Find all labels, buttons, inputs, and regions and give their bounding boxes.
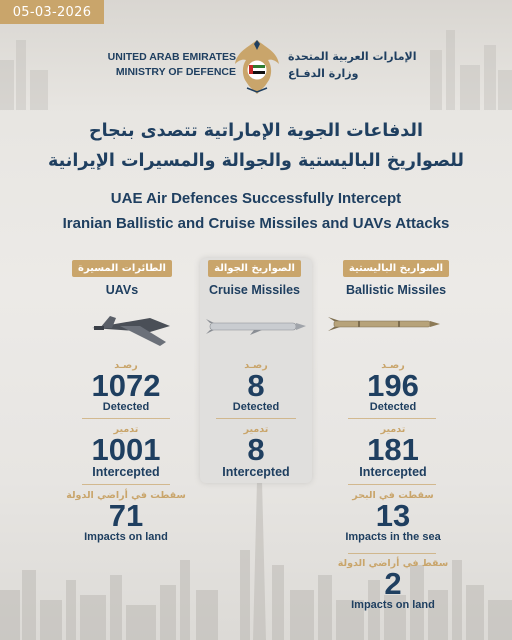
uav-detected-label-ar: رصـد [114, 360, 138, 371]
ballistic-divider-3 [348, 553, 436, 554]
headline-ar-line2: للصواريخ الباليستية والجوالة والمسيرات الإيرانية [48, 151, 464, 171]
uav-intercepted-label-ar: تدمير [113, 424, 139, 435]
ballistic-missile-icon [328, 316, 442, 332]
date-badge: 05-03-2026 [0, 0, 104, 24]
headline-en-line2: Iranian Ballistic and Cruise Missiles and UAVs Attacks [62, 215, 450, 232]
ballistic-sea-stat [318, 490, 468, 543]
cruise-category-en: Cruise Missiles [208, 283, 300, 297]
ballistic-divider-2 [348, 484, 436, 485]
ballistic-sea-label-ar: سقطت في البحر [352, 490, 434, 501]
ballistic-detected-label-ar: رصـد [381, 360, 405, 371]
ministry-country-ar: الإمارات العربية المتحدة [288, 50, 417, 63]
headline-en-line1: UAE Air Defences Successfully Intercept [110, 190, 402, 207]
uav-intercepted-value: 1001 [91, 432, 161, 467]
ballistic-detected-stat [318, 360, 468, 413]
uav-detected-value: 1072 [91, 368, 161, 403]
cruise-detected-label-en: Detected [232, 401, 280, 413]
cruise-intercepted-stat [200, 424, 312, 479]
headline-english [20, 186, 492, 236]
ballistic-column-header [326, 256, 466, 297]
ballistic-sea-value: 13 [375, 498, 411, 533]
drone-icon [90, 312, 172, 348]
ballistic-detected-value: 196 [367, 368, 419, 403]
headline-arabic [30, 116, 482, 176]
cruise-detected-stat [200, 360, 312, 413]
uav-land-label-en: Impacts on land [84, 531, 168, 543]
ballistic-intercepted-value: 181 [367, 432, 419, 467]
uav-divider-2 [82, 484, 170, 485]
headline-ar-line1: الدفاعات الجوية الإماراتية تتصدى بنجاح [89, 121, 423, 141]
uav-category-badge-ar: الطائرات المسيرة [72, 260, 172, 277]
ballistic-land-stat [318, 558, 468, 611]
ministry-name-arabic [288, 48, 418, 82]
cruise-missile-icon [204, 316, 308, 336]
uav-land-value: 71 [108, 498, 144, 533]
uav-land-stat [52, 490, 200, 543]
ballistic-intercepted-label-ar: تدمير [380, 424, 406, 435]
uav-detected-label-en: Detected [102, 401, 150, 413]
ballistic-detected-label-en: Detected [369, 401, 417, 413]
cruise-column-header [192, 256, 317, 297]
ballistic-intercepted-label-en: Intercepted [359, 465, 427, 479]
ministry-country-en: UNITED ARAB EMIRATES [107, 51, 236, 63]
cruise-detected-label-ar: رصـد [244, 360, 268, 371]
uav-intercepted-stat [52, 424, 200, 479]
uae-falcon-emblem-icon [233, 38, 281, 96]
ballistic-divider-1 [348, 418, 436, 419]
cruise-intercepted-label-ar: تدمير [243, 424, 269, 435]
ballistic-sea-label-en: Impacts in the sea [345, 531, 441, 543]
uav-divider-1 [82, 418, 170, 419]
ballistic-land-label-en: Impacts on land [351, 599, 435, 611]
uav-land-label-ar: سقطت في أراضي الدولة [66, 490, 186, 501]
cruise-divider [216, 418, 296, 419]
uav-intercepted-label-en: Intercepted [92, 465, 160, 479]
ballistic-intercepted-stat [318, 424, 468, 479]
ballistic-category-en: Ballistic Missiles [345, 283, 447, 297]
ministry-name-ar: وزارة الدفـاع [288, 67, 359, 80]
ballistic-land-value: 2 [384, 566, 402, 601]
cruise-intercepted-label-en: Intercepted [222, 465, 290, 479]
cruise-category-badge-ar: الصواريخ الجوالة [208, 260, 301, 277]
ballistic-land-label-ar: سقط في أراضي الدولة [337, 558, 449, 569]
uav-column-header [52, 256, 192, 297]
cruise-detected-value: 8 [247, 368, 265, 403]
uav-category-en: UAVs [105, 283, 139, 297]
ministry-name-english [96, 50, 236, 80]
cruise-intercepted-value: 8 [247, 432, 265, 467]
uav-detected-stat [52, 360, 200, 413]
ballistic-category-badge-ar: الصواريخ الباليستية [343, 260, 449, 277]
ministry-name-en: MINISTRY OF DEFENCE [115, 66, 236, 78]
